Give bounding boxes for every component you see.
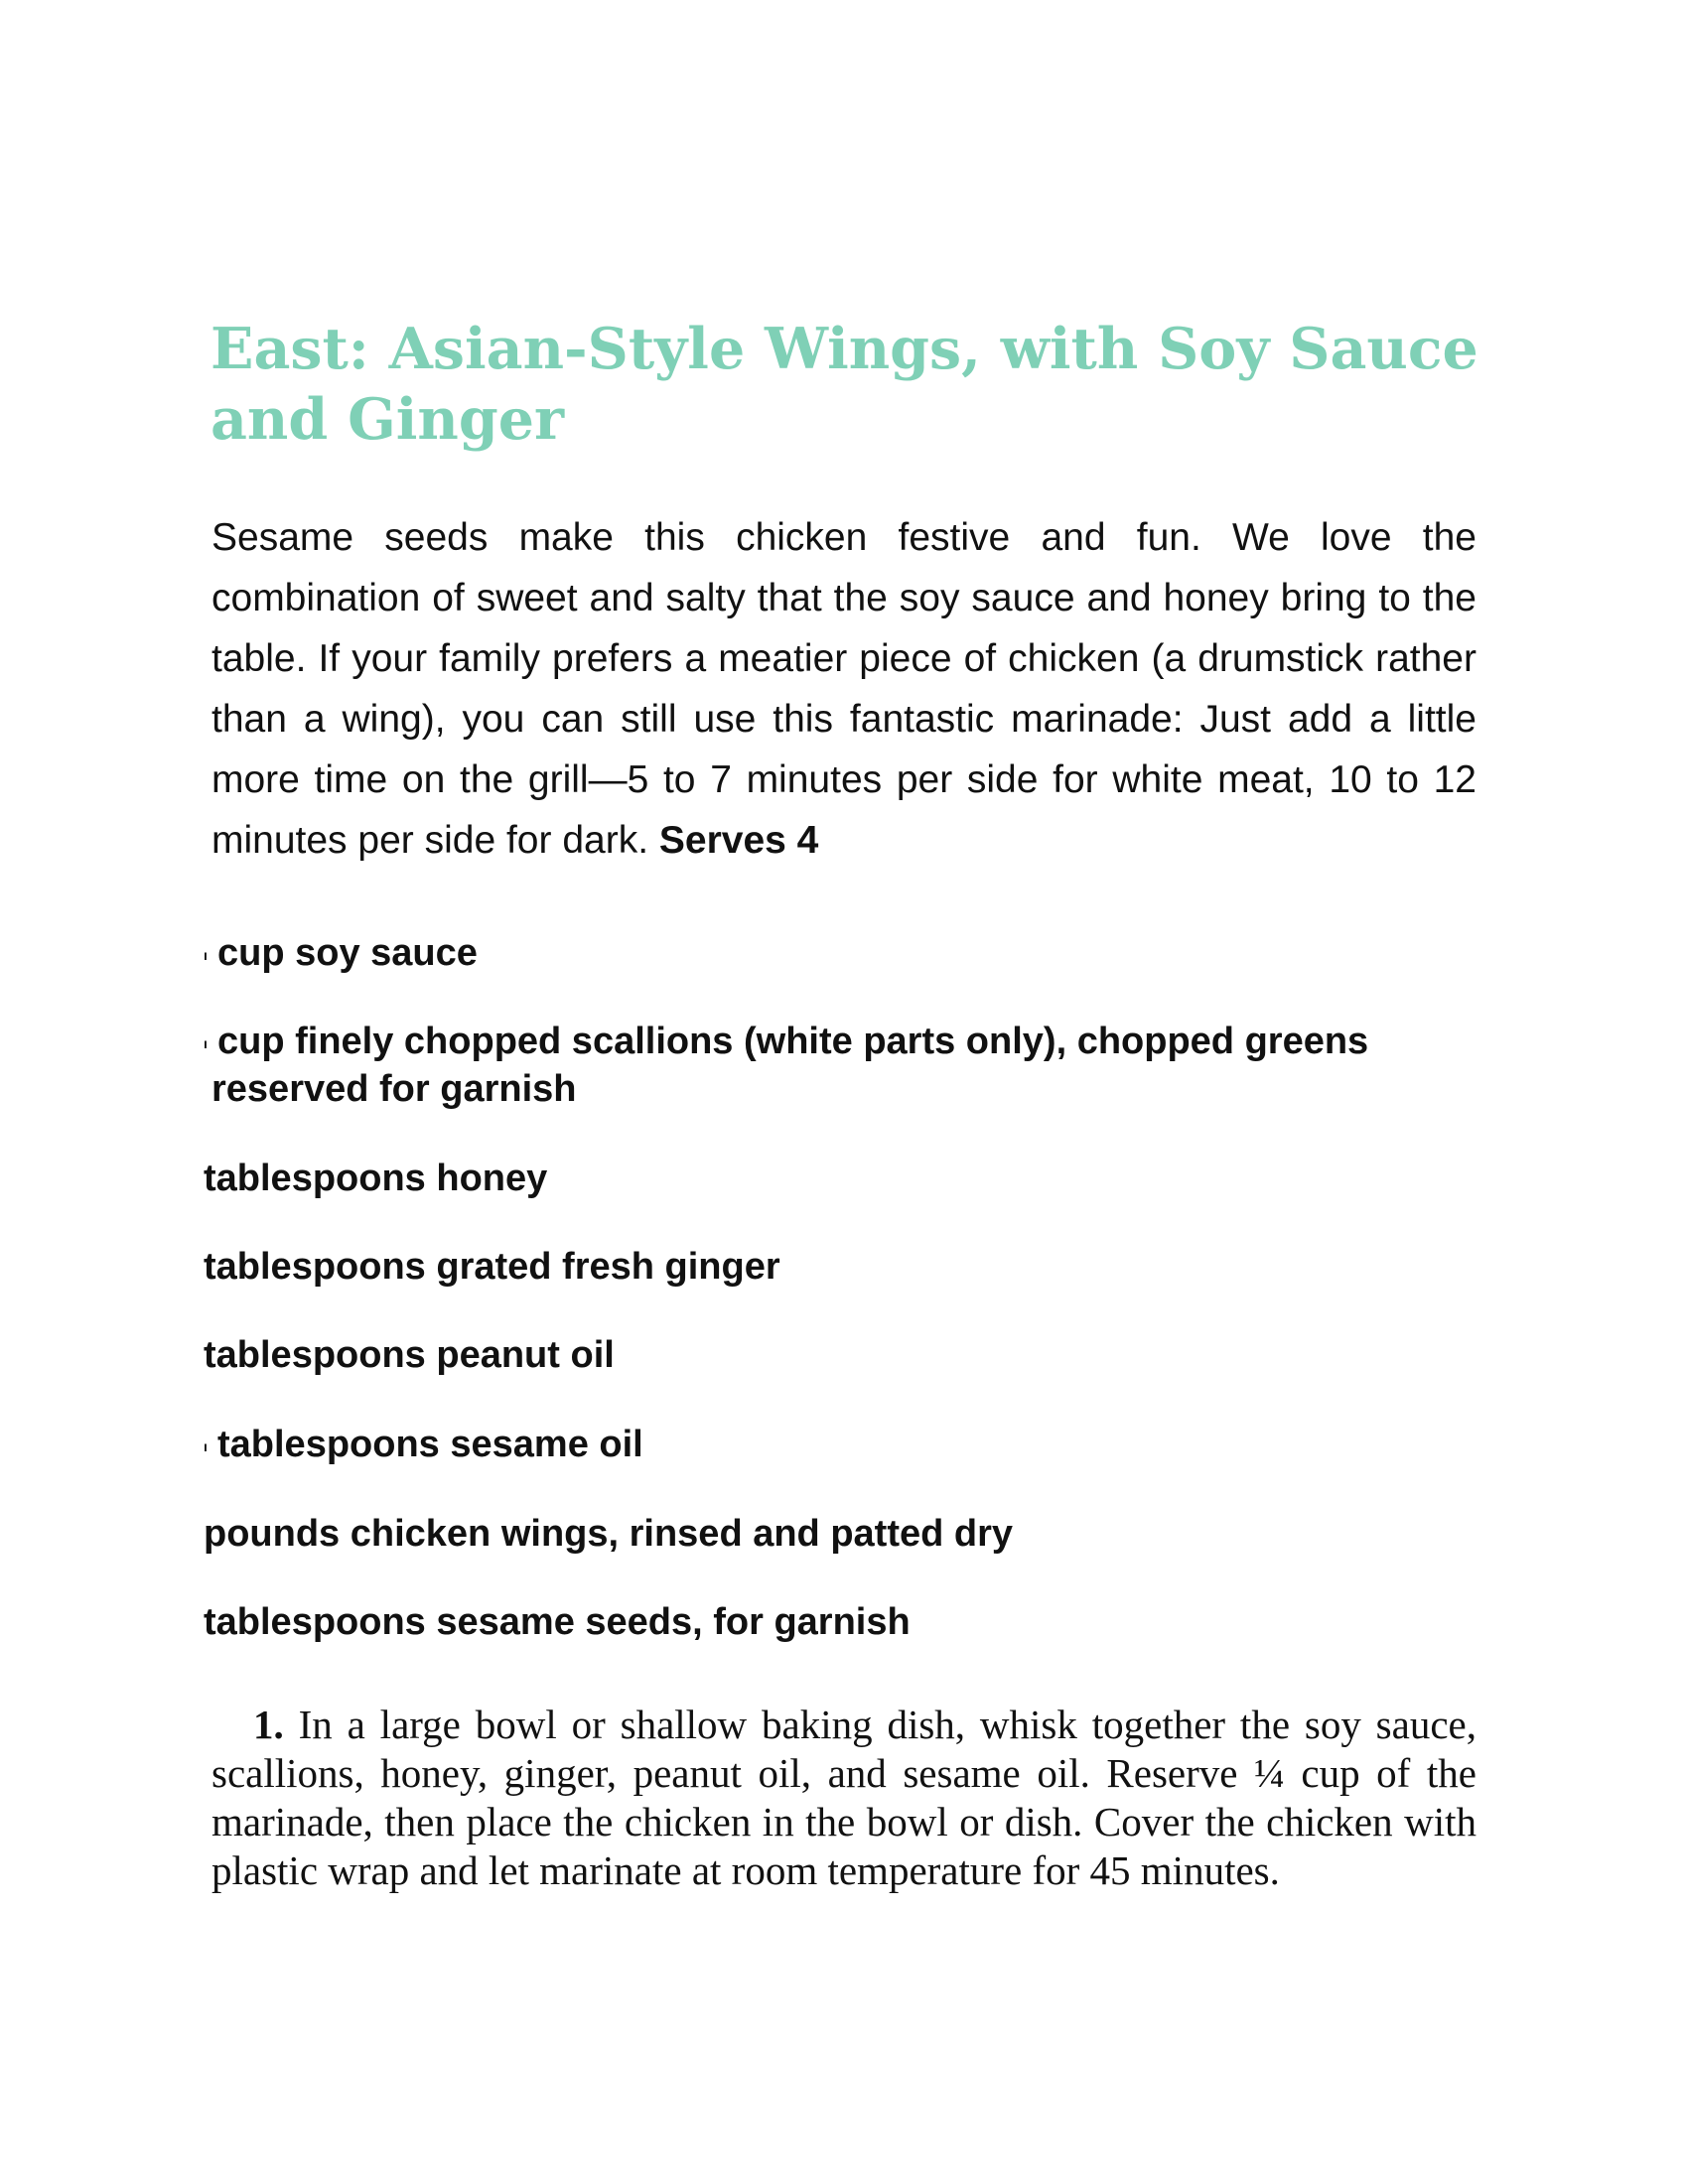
- ingredient-item: [204, 1331, 1484, 1379]
- intro-text: Sesame seeds make this chicken festive and fun. We love the combination of sweet and salty that the soy sauce and honey bring to the table. If your family prefers a meatier piece of chicken (a drumstick rather than a wing), you can still use this fantastic marinade: Just add a little more time on the grill—5 to 7 minutes per side for white meat, 10 to 12 minutes per side for dark.: [211, 516, 1477, 862]
- fraction-mark: ı: [204, 946, 208, 963]
- ingredient-item: [204, 1155, 1484, 1202]
- fraction-mark: ı: [204, 1437, 208, 1454]
- recipe-step: [211, 1701, 1477, 1895]
- ingredient-text: pounds chicken wings, rinsed and patted dry: [204, 1513, 1014, 1555]
- ingredient-item: [204, 1243, 1484, 1291]
- ingredient-text: tablespoons grated fresh ginger: [204, 1246, 780, 1288]
- step-text: In a large bowl or shallow baking dish, whisk together the soy sauce, scallions, honey, ginger, peanut oil, and sesame oil. Reserve ¼ cup of the marinade, then place the chicken in the bowl or dish. Cover the chicken with plastic wrap and let marinate at room temperature for 45 minutes.: [211, 1702, 1477, 1893]
- ingredient-item: [204, 1510, 1484, 1558]
- recipe-intro: [211, 507, 1477, 871]
- ingredient-text-continued: reserved for garnish: [211, 1068, 577, 1110]
- ingredient-item: [204, 929, 1484, 977]
- ingredient-text: cup soy sauce: [217, 932, 478, 974]
- ingredient-text: tablespoons honey: [204, 1158, 548, 1199]
- ingredient-text: tablespoons sesame seeds, for garnish: [204, 1601, 911, 1643]
- recipe-title: East: Asian-Style Wings, with Soy Sauce and Ginger: [211, 316, 1478, 453]
- ingredient-text: tablespoons peanut oil: [204, 1334, 615, 1376]
- ingredient-text: tablespoons sesame oil: [217, 1424, 643, 1465]
- ingredient-item: [204, 1598, 1484, 1646]
- ingredient-item: [204, 1018, 1484, 1113]
- serves-count: Serves 4: [658, 819, 819, 862]
- ingredient-text: cup finely chopped scallions (white parts only), chopped greens: [217, 1021, 1369, 1062]
- ingredient-item: [204, 1421, 1484, 1468]
- step-number: 1.: [253, 1702, 284, 1747]
- fraction-mark: ı: [204, 1034, 208, 1051]
